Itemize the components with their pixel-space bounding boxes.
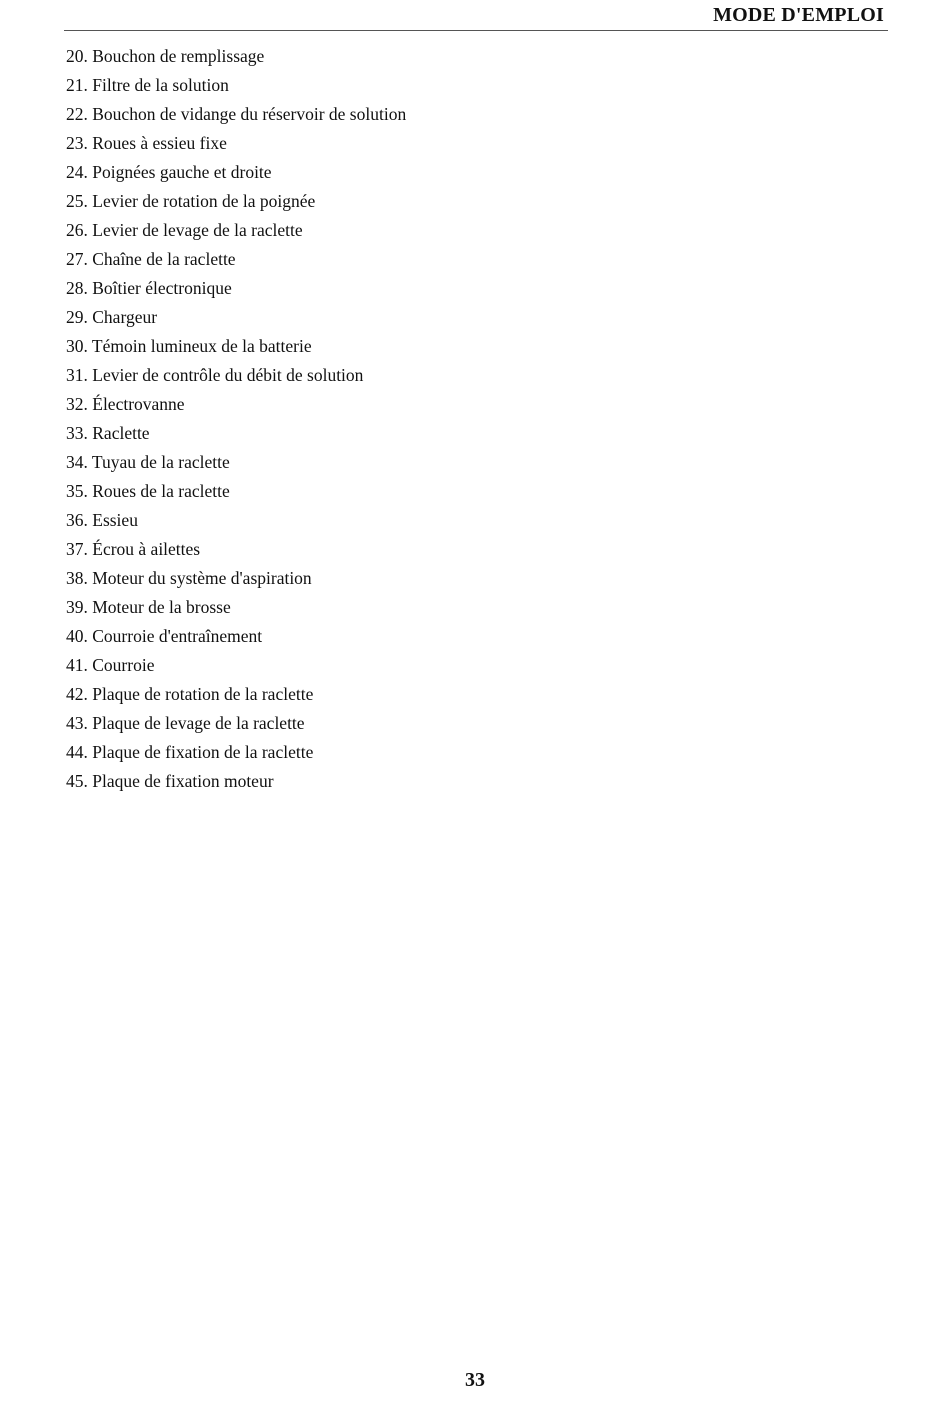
page-header (64, 0, 888, 31)
list-item: 28. Boîtier électronique (66, 278, 232, 298)
page-number: 33 (465, 1369, 485, 1391)
list-item: 36. Essieu (66, 510, 138, 530)
list-item: 30. Témoin lumineux de la batterie (66, 336, 312, 356)
list-item: 43. Plaque de levage de la raclette (66, 713, 305, 733)
parts-list (66, 42, 406, 796)
list-item: 38. Moteur du système d'aspiration (66, 568, 312, 588)
list-item: 26. Levier de levage de la raclette (66, 220, 303, 240)
list-item: 22. Bouchon de vidange du réservoir de solution (66, 104, 407, 124)
list-item: 23. Roues à essieu fixe (66, 133, 227, 153)
list-item: 31. Levier de contrôle du débit de solution (66, 365, 364, 385)
list-item: 44. Plaque de fixation de la raclette (66, 742, 314, 762)
list-item: 34. Tuyau de la raclette (66, 452, 230, 472)
list-item: 40. Courroie d'entraînement (66, 626, 263, 646)
list-item: 42. Plaque de rotation de la raclette (66, 684, 314, 704)
list-item: 20. Bouchon de remplissage (66, 46, 265, 66)
list-item: 39. Moteur de la brosse (66, 597, 231, 617)
list-item: 33. Raclette (66, 423, 150, 443)
list-item: 45. Plaque de fixation moteur (66, 771, 274, 791)
header-title: MODE D'EMPLOI (713, 4, 884, 26)
list-item: 24. Poignées gauche et droite (66, 162, 272, 182)
list-item: 29. Chargeur (66, 307, 158, 327)
list-item: 35. Roues de la raclette (66, 481, 230, 501)
list-item: 25. Levier de rotation de la poignée (66, 191, 316, 211)
list-item: 21. Filtre de la solution (66, 75, 229, 95)
list-item: 27. Chaîne de la raclette (66, 249, 236, 269)
list-item: 37. Écrou à ailettes (66, 539, 201, 559)
list-item: 41. Courroie (66, 655, 155, 675)
list-item: 32. Électrovanne (66, 394, 185, 414)
